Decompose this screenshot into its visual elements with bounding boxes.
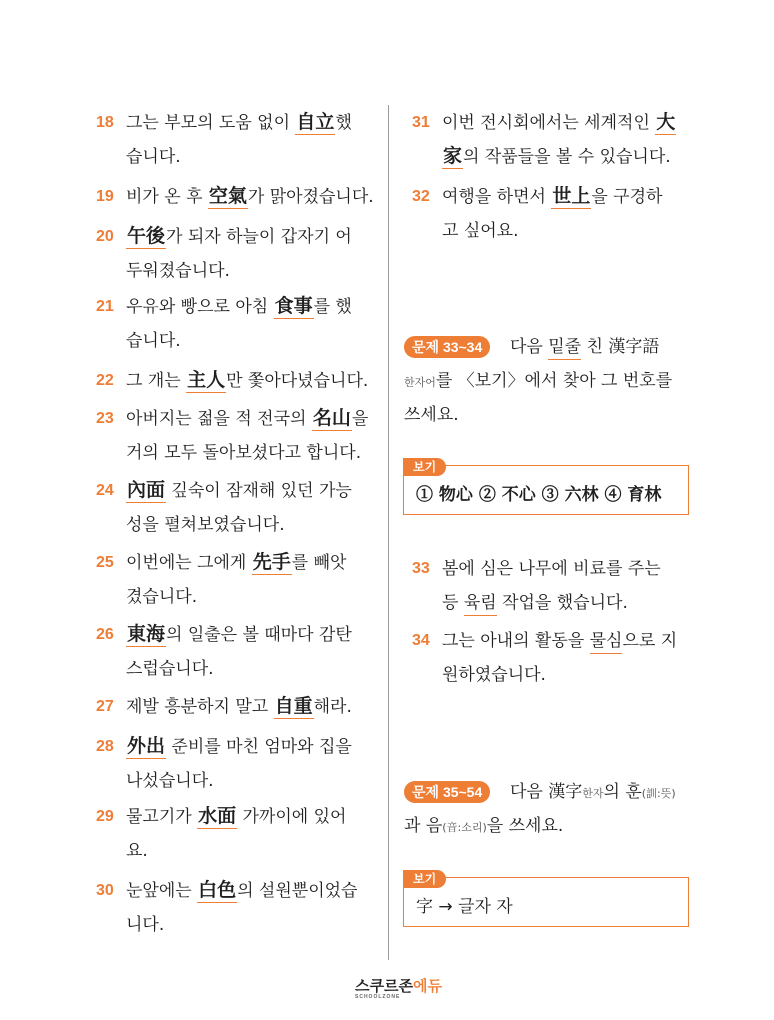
underlined-hanja: 自重 bbox=[274, 695, 313, 717]
question-text: 을 bbox=[351, 409, 369, 429]
question-line bbox=[442, 552, 661, 586]
publisher-logo bbox=[355, 975, 442, 1000]
question-text: 으로 지 bbox=[622, 631, 678, 651]
hanja-word: 漢字語 bbox=[608, 337, 660, 357]
instr-text: 를 〈보기〉에서 찾아 그 번호를 bbox=[435, 371, 673, 391]
question-text: 스럽습니다. bbox=[126, 659, 214, 679]
question-text: 가까이에 있어 bbox=[237, 807, 347, 827]
question-text: 비가 온 후 bbox=[126, 187, 208, 207]
underlined-hanja: 白色 bbox=[198, 879, 237, 901]
question-text: 등 bbox=[442, 593, 464, 613]
question-number: 28 bbox=[96, 738, 114, 755]
underlined-hanja: 先手 bbox=[252, 551, 291, 573]
question-text: 아버지는 젊을 적 전국의 bbox=[126, 409, 312, 429]
question-line bbox=[126, 730, 352, 764]
question-text: 습니다. bbox=[126, 147, 181, 167]
question-line-continued bbox=[126, 908, 164, 942]
instr-text: 과 음 bbox=[404, 816, 443, 836]
question-number: 25 bbox=[96, 554, 114, 571]
question-line-continued bbox=[126, 764, 214, 798]
underlined-hanja: 東海 bbox=[127, 623, 166, 645]
underlined-word: 밑줄 bbox=[548, 335, 581, 360]
question-text: 우유와 빵으로 아침 bbox=[126, 297, 274, 317]
question-text: 요. bbox=[126, 841, 148, 861]
underlined-word: 육림 bbox=[464, 591, 497, 616]
instr-text: 다음 bbox=[510, 337, 549, 357]
example-box-2 bbox=[403, 872, 689, 927]
underlined-hanja: 世上 bbox=[552, 185, 591, 207]
question-text: 성을 펼쳐보였습니다. bbox=[126, 515, 285, 535]
question-line bbox=[126, 690, 352, 724]
underlined-hanja: 家 bbox=[443, 145, 463, 167]
question-line bbox=[442, 624, 677, 658]
question-line bbox=[126, 618, 352, 652]
question-number: 31 bbox=[412, 114, 430, 131]
underlined-hanja: 主人 bbox=[187, 369, 226, 391]
reading-hint: (音:소리) bbox=[442, 821, 487, 834]
underlined-hanja: 空氣 bbox=[208, 185, 247, 207]
problem-badge-35-54: 문제 35~54 bbox=[404, 781, 490, 803]
question-line bbox=[442, 106, 676, 140]
question-text: 습니다. bbox=[126, 331, 181, 351]
question-text: 의 일출은 볼 때마다 감탄 bbox=[166, 625, 352, 645]
question-line-continued bbox=[126, 436, 361, 470]
question-text: 니다. bbox=[126, 915, 165, 935]
question-text: 겼습니다. bbox=[126, 587, 198, 607]
question-number: 24 bbox=[96, 482, 114, 499]
problem-badge-33-34: 문제 33~34 bbox=[404, 336, 490, 358]
question-number: 18 bbox=[96, 114, 114, 131]
question-text: 만 쫓아다녔습니다. bbox=[226, 371, 369, 391]
question-number: 21 bbox=[96, 298, 114, 315]
question-line-continued bbox=[126, 508, 285, 542]
question-number: 33 bbox=[412, 560, 430, 577]
hanja-word: 漢字 bbox=[548, 782, 583, 802]
question-number: 19 bbox=[96, 188, 114, 205]
question-number: 27 bbox=[96, 698, 114, 715]
question-line-continued bbox=[442, 140, 671, 174]
question-line bbox=[126, 106, 352, 140]
question-text: 를 했 bbox=[313, 297, 352, 317]
question-line-continued bbox=[126, 652, 214, 686]
question-text: 이번 전시회에서는 세계적인 bbox=[442, 113, 656, 133]
question-number: 30 bbox=[96, 882, 114, 899]
question-text: 을 구경하 bbox=[591, 187, 663, 207]
instruction-33-34-line3: 쓰세요. bbox=[404, 405, 459, 425]
reading-hint: (訓:뜻) bbox=[641, 787, 676, 800]
question-number: 29 bbox=[96, 808, 114, 825]
question-text: 봄에 심은 나무에 비료를 주는 bbox=[442, 559, 661, 579]
question-text: 물고기가 bbox=[126, 807, 198, 827]
instr-text: 의 훈 bbox=[603, 782, 642, 802]
question-line-continued bbox=[442, 586, 628, 620]
question-text: 가 되자 하늘이 갑자기 어 bbox=[166, 227, 352, 247]
question-number: 26 bbox=[96, 626, 114, 643]
question-number: 23 bbox=[96, 410, 114, 427]
question-text: 를 빼앗 bbox=[291, 553, 347, 573]
question-line bbox=[126, 546, 346, 580]
logo-text-1: 스쿠르존 bbox=[355, 978, 413, 995]
instr-text: 친 bbox=[581, 337, 609, 357]
question-number: 34 bbox=[412, 632, 430, 649]
underlined-hanja: 名山 bbox=[312, 407, 351, 429]
question-text: 가 맑아졌습니다. bbox=[247, 187, 374, 207]
question-text: 그 개는 bbox=[126, 371, 187, 391]
question-text: 나섰습니다. bbox=[126, 771, 214, 791]
question-text: 제발 흥분하지 말고 bbox=[126, 697, 274, 717]
underlined-hanja: 水面 bbox=[198, 805, 237, 827]
question-line-continued bbox=[126, 254, 230, 288]
question-text: 의 작품들을 볼 수 있습니다. bbox=[463, 147, 671, 167]
logo-text-2: 에듀 bbox=[412, 978, 442, 995]
question-text: 두워졌습니다. bbox=[126, 261, 230, 281]
question-line-continued bbox=[442, 214, 519, 248]
instruction-35-54-line1 bbox=[510, 775, 676, 811]
question-text: 해라. bbox=[313, 697, 352, 717]
underlined-hanja: 大 bbox=[656, 111, 676, 133]
question-text: 거의 모두 돌아보셨다고 합니다. bbox=[126, 443, 362, 463]
question-text: 깊숙이 잠재해 있던 가능 bbox=[166, 481, 352, 501]
question-text: 작업을 했습니다. bbox=[496, 593, 628, 613]
underlined-hanja: 午後 bbox=[127, 225, 166, 247]
instr-text: 다음 bbox=[510, 782, 549, 802]
example-options: ① 物心 ② 不心 ③ 六林 ④ 育林 bbox=[416, 485, 662, 505]
question-line bbox=[126, 220, 352, 254]
question-text: 준비를 마친 엄마와 집을 bbox=[166, 737, 352, 757]
question-text: 했 bbox=[335, 113, 352, 133]
question-number: 32 bbox=[412, 188, 430, 205]
question-line-continued bbox=[126, 140, 181, 174]
instruction-33-34-line2 bbox=[404, 364, 672, 400]
reading-hint: 한자어 bbox=[404, 376, 436, 389]
question-text: 눈앞에는 bbox=[126, 881, 198, 901]
question-line bbox=[126, 290, 352, 324]
question-line bbox=[126, 402, 368, 436]
example-tab: 보기 bbox=[403, 458, 446, 476]
question-line-continued bbox=[126, 324, 181, 358]
instruction-35-54-line2 bbox=[404, 809, 563, 845]
question-text: 원하였습니다. bbox=[442, 665, 546, 685]
question-text: 그는 아내의 활동을 bbox=[442, 631, 590, 651]
logo-subtext: SCHOOLZONE bbox=[355, 994, 401, 1000]
instr-text: 을 쓰세요. bbox=[486, 816, 564, 836]
question-line-continued bbox=[442, 658, 546, 692]
reading-hint: 한자 bbox=[582, 787, 604, 800]
question-number: 22 bbox=[96, 372, 114, 389]
question-line bbox=[126, 364, 368, 398]
underlined-word: 물심 bbox=[590, 629, 623, 654]
column-divider bbox=[388, 105, 389, 960]
question-line bbox=[126, 180, 374, 214]
question-line bbox=[442, 180, 662, 214]
underlined-hanja: 自立 bbox=[296, 111, 335, 133]
instruction-33-34-line1 bbox=[510, 330, 659, 364]
question-line-continued bbox=[126, 834, 148, 868]
question-line bbox=[126, 474, 352, 508]
question-number: 20 bbox=[96, 228, 114, 245]
underlined-hanja: 內面 bbox=[127, 479, 166, 501]
underlined-hanja: 食事 bbox=[274, 295, 313, 317]
question-text: 여행을 하면서 bbox=[442, 187, 552, 207]
question-text: 고 싶어요. bbox=[442, 221, 519, 241]
example-box-1 bbox=[403, 460, 689, 515]
question-line-continued bbox=[126, 580, 197, 614]
question-text: 그는 부모의 도움 없이 bbox=[126, 113, 296, 133]
question-text: 의 설원뿐이었습 bbox=[237, 881, 358, 901]
question-line bbox=[126, 800, 346, 834]
question-text: 이번에는 그에게 bbox=[126, 553, 252, 573]
underlined-hanja: 外出 bbox=[127, 735, 166, 757]
example-tab: 보기 bbox=[403, 870, 446, 888]
question-line bbox=[126, 874, 357, 908]
example-text: 字 → 글자 자 bbox=[416, 897, 513, 917]
